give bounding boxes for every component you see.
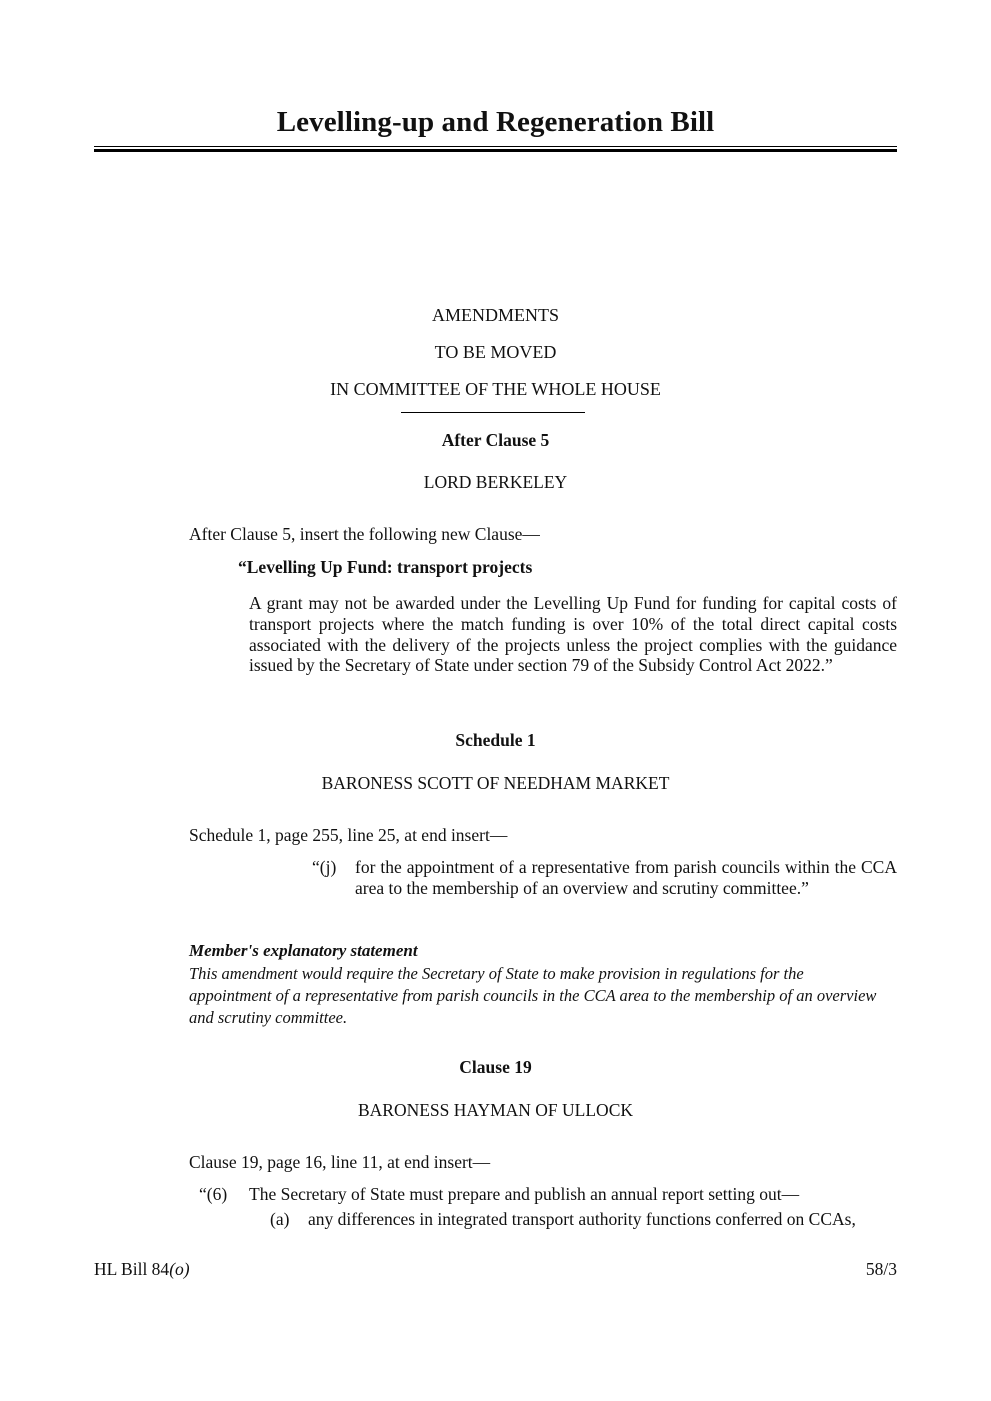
bill-title: Levelling-up and Regeneration Bill	[276, 106, 715, 138]
new-clause-title: “Levelling Up Fund: transport projects	[238, 557, 533, 577]
amendment-instruction: Clause 19, page 16, line 11, at end insert—	[189, 1152, 491, 1172]
subsection-text: The Secretary of State must prepare and publish an annual report setting out—	[249, 1184, 800, 1204]
member-name-baroness-scott: BARONESS SCOTT OF NEEDHAM MARKET	[321, 773, 670, 793]
intro-rule	[401, 412, 585, 413]
intro-amendments: AMENDMENTS	[431, 305, 559, 325]
intro-to-be-moved: TO BE MOVED	[434, 342, 557, 362]
paragraph-text: any differences in integrated transport authority functions conferred on CCAs,	[308, 1209, 856, 1229]
section-heading-clause-19: Clause 19	[459, 1057, 532, 1077]
bill-reference	[94, 1259, 190, 1280]
amendment-instruction: After Clause 5, insert the following new Clause—	[189, 524, 540, 544]
item-text: for the appointment of a representative from parish councils within the CCA area to the membership of an overview and scrutiny committee.”	[355, 857, 897, 898]
item-number: “(j)	[312, 857, 337, 877]
bill-reference-suffix: (o)	[169, 1259, 190, 1279]
amendment-instruction: Schedule 1, page 255, line 25, at end insert—	[189, 825, 508, 845]
title-rule-thick	[94, 149, 897, 152]
member-name-baroness-hayman: BARONESS HAYMAN OF ULLOCK	[357, 1100, 634, 1120]
new-clause-body: A grant may not be awarded under the Levelling Up Fund for funding for capital costs of transport projects where the match funding is over 10% of the total direct capital costs associated with the delivery of the projects unless the project complies with the guidance issued by the Secretary of State under section 79 of the Subsidy Control Act 2022.”	[249, 593, 897, 676]
explanatory-statement-heading: Member's explanatory statement	[189, 941, 418, 960]
explanatory-statement-text: This amendment would require the Secretary of State to make provision in regulations for the appointment of a representative from parish councils in the CCA area to the membership of an overview and scrutiny committee.	[189, 964, 877, 1027]
page-reference: 58/3	[865, 1259, 897, 1279]
member-name-lord-berkeley: LORD BERKELEY	[423, 472, 568, 492]
title-rule-thin	[94, 146, 897, 147]
bill-reference-number: HL Bill 84	[94, 1259, 170, 1279]
paragraph-number: (a)	[270, 1209, 290, 1229]
subsection-number: “(6)	[199, 1184, 228, 1204]
intro-committee: IN COMMITTEE OF THE WHOLE HOUSE	[330, 379, 661, 399]
section-heading-after-clause-5: After Clause 5	[441, 430, 550, 450]
section-heading-schedule-1: Schedule 1	[455, 730, 536, 750]
